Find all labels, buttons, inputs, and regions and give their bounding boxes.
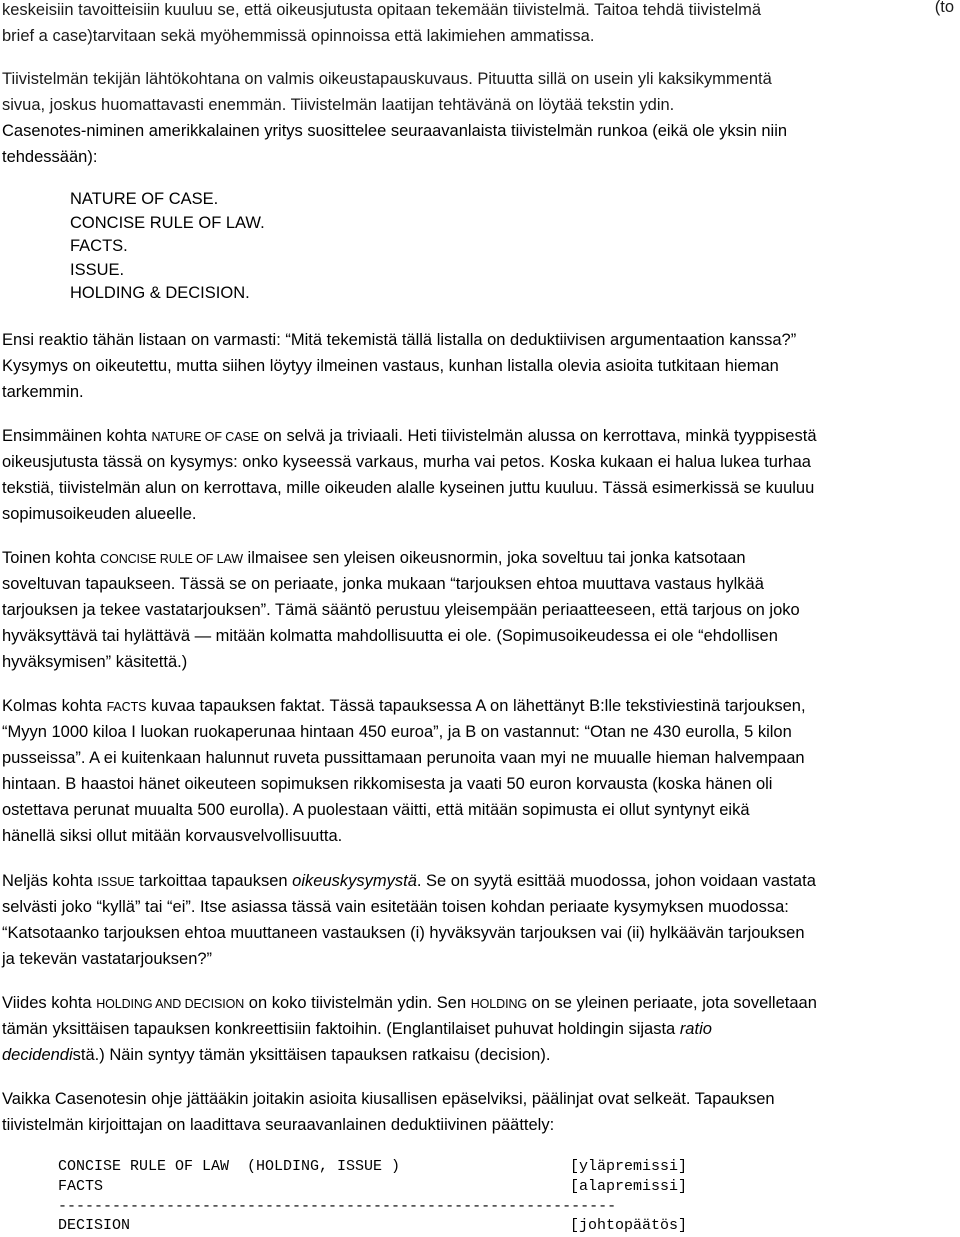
para4-line1: Toinen kohta CONCISE RULE OF LAW ilmaisee sen yleisen oikeusnormin, joka soveltuu tai jonka katsotaan [2,549,746,567]
para6-line4: ja tekevän vastatarjouksen?” [2,950,213,968]
para5-line5: ostettava perunat muualta 500 eurolla). A puolestaan väitti, että mitään sopimusta ei ollut syntynyt eikä [2,801,750,819]
syllogism-minor-premise: FACTS [alapremissi] [58,1178,688,1195]
small-caps-term: FACTS [106,700,147,714]
para4-line5: hyväksymisen” käsitettä.) [2,653,188,671]
syllogism-major-premise: CONCISE RULE OF LAW (HOLDING, ISSUE ) [yläpremissi] [58,1158,688,1175]
syllogism-conclusion: DECISION [johtopäätös] [58,1217,688,1234]
para5-line3: pusseissa”. A ei kuitenkaan halunnut ruveta pussittamaan perunoita vaan myi ne muualle hieman halvempaan [2,749,805,767]
para2-line1: Ensi reaktio tähän listaan on varmasti: “Mitä tekemistä tällä listalla on deduktiivisen argumentaation kanssa?” [2,331,797,349]
small-caps-term: ISSUE [97,875,135,889]
para6-line3: “Katsotaanko tarjouksen ehtoa muuttaneen vastauksen (i) hyväksyvän tarjouksen vai (ii) hylkäävän tarjouksen [2,924,805,942]
small-caps-term: HOLDING AND DECISION [96,997,245,1011]
para6-line1: Neljäs kohta ISSUE tarkoittaa tapauksen oikeuskysymystä. Se on syytä esittää muodossa, johon voidaan vastata [2,872,816,890]
para5-line6: hänellä siksi ollut mitään korvausvelvollisuutta. [2,827,343,845]
outline-item: CONCISE RULE OF LAW. [70,213,265,232]
small-caps-term: NATURE OF CASE [151,430,259,444]
para4-line4: hyväksyttävä tai hylättävä — mitään kolmatta mahdollisuutta ei ole. (Sopimusoikeudessa ei ole “ehdollisen [2,627,778,645]
document-page [2,0,958,1237]
para1-line3: Casenotes-niminen amerikkalainen yritys suosittelee seuraavanlaista tiivistelmän runkoa (eikä ole yksin niin [2,122,788,140]
para3-line2: oikeusjutusta tässä on kysymys: onko kyseessä varkaus, murha vai petos. Koska kukaan ei halua lukea turhaa [2,453,811,471]
para5-line2: “Myyn 1000 kiloa I luokan ruokaperunaa hintaan 450 euroa”, ja B on vastannut: “Otan ne 430 eurolla, 5 kilon [2,723,792,741]
outline-item: NATURE OF CASE. [70,190,219,208]
para2-line2: Kysymys on oikeutettu, mutta siihen löytyy ilmeinen vastaus, kunhan listalla olevia asioita tutkitaan hieman [2,357,779,375]
para1-line2: sivua, joskus huomattavasti enemmän. Tiivistelmän laatijan tehtävänä on löytää tekstin ydin. [2,96,675,114]
para8-line2: tiivistelmän kirjoittajan on laadittava seuraavanlainen deduktiivinen päättely: [2,1116,555,1134]
outline-item: FACTS. [70,237,128,255]
para8-line1: Vaikka Casenotesin ohje jättääkin joitakin asioita kiusallisen epäselviksi, päälinjat ovat selkeät. Tapauksen [2,1090,775,1108]
para6-line2: selvästi joko “kyllä” tai “ei”. Itse asiassa tässä vain esitetään toisen kohdan periaate kysymyksen muodossa: [2,898,789,916]
para1-line4: tehdessään): [2,148,98,166]
para7-line1: Viides kohta HOLDING AND DECISION on koko tiivistelmän ydin. Sen HOLDING on se yleinen periaate, jota sovelletaan [2,994,817,1012]
para3-line4: sopimusoikeuden alueelle. [2,505,197,523]
intro-line-2: brief a case)tarvitaan sekä myöhemmissä opinnoissa että lakimiehen ammatissa. [2,27,595,45]
para7-line3: decidendistä.) Näin syntyy tämän yksittäisen tapauksen ratkaisu (decision). [2,1046,551,1064]
para4-line3: tarjouksen ja tekee vastatarjouksen”. Tämä sääntö perustuu yleisempään periaatteeseen, että tarjous on joko [2,601,800,619]
small-caps-term: CONCISE RULE OF LAW [100,552,243,566]
outline-item: ISSUE. [70,260,125,279]
outline-item: HOLDING & DECISION. [70,284,250,302]
para7-line2: tämän yksittäisen tapauksen konkreettisiin faktoihin. (Englantilaiset puhuvat holdingin sijasta ratio [2,1020,712,1038]
para5-line1: Kolmas kohta FACTS kuvaa tapauksen faktat. Tässä tapauksessa A on lähettänyt B:lle tekstiviestinä tarjouksen, [2,697,806,715]
intro-line-1-tail: (to [934,0,954,16]
para3-line1: Ensimmäinen kohta NATURE OF CASE on selvä ja triviaali. Heti tiivistelmän alussa on kerrottava, minkä tyyppisestä [2,427,817,445]
syllogism-divider: -------------------------------------------------------------- [58,1198,617,1215]
intro-line-1: keskeisiin tavoitteisiin kuuluu se, että oikeusjutusta opitaan tekemään tiivistelmä. Taitoa tehdä tiivistelmä (to [2,0,958,23]
para5-line4: hintaan. B haastoi hänet oikeuteen sopimuksen rikkomisesta ja vaati 50 euron korvausta (koska hänen oli [2,775,773,793]
para4-line2: soveltuvan tapaukseen. Tässä se on periaate, jonka mukaan “tarjouksen ehtoa muuttava vastaus hylkää [2,575,764,593]
outline-list [70,188,265,306]
para3-line3: tekstiä, tiivistelmän alun on kerrottava, mille oikeuden alalle kyseinen juttu kuuluu. Tässä esimerkissä se kuuluu [2,479,815,497]
para2-line3: tarkemmin. [2,383,84,401]
small-caps-term: HOLDING [470,997,528,1011]
para1-line1: Tiivistelmän tekijän lähtökohtana on valmis oikeustapauskuvaus. Pituutta sillä on usein yli kaksikymmentä [2,70,772,88]
